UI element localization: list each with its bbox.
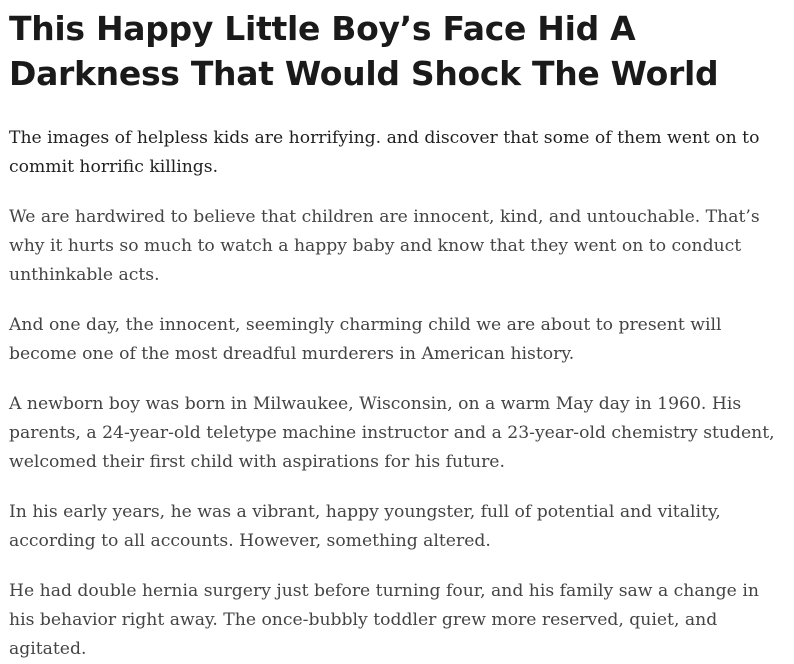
article-paragraph-3: A newborn boy was born in Milwaukee, Wisconsin, on a warm May day in 1960. His parents, a 24-year-old teletype machine instructor and a 23-year-old chemistry student, welcomed their first child with aspirations for his future. bbox=[9, 394, 775, 472]
article-paragraph-2: And one day, the innocent, seemingly charming child we are about to present will become one of the most dreadful murderers in American history. bbox=[9, 315, 722, 364]
article-lead-paragraph: The images of helpless kids are horrifying. and discover that some of them went on to commit horrific killings. bbox=[9, 128, 760, 177]
article-paragraph-4: In his early years, he was a vibrant, happy youngster, full of potential and vitality, according to all accounts. However, something altered. bbox=[9, 502, 721, 551]
article-paragraph-5: He had double hernia surgery just before turning four, and his family saw a change in his behavior right away. The once-bubbly toddler grew more reserved, quiet, and agitated. bbox=[9, 581, 759, 659]
article-paragraph-1: We are hardwired to believe that children are innocent, kind, and untouchable. That’s why it hurts so much to watch a happy baby and know that they went on to conduct unthinkable acts. bbox=[9, 207, 760, 285]
article-headline: This Happy Little Boy’s Face Hid A Darkness That Would Shock The World bbox=[9, 9, 719, 93]
article bbox=[9, 0, 787, 664]
